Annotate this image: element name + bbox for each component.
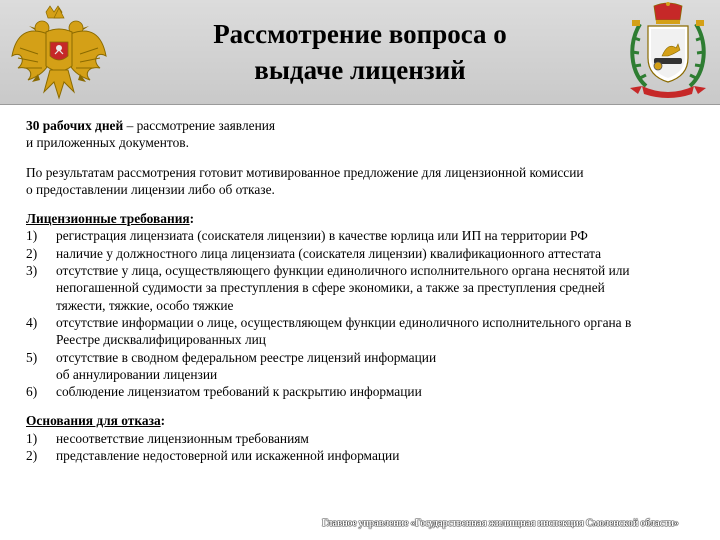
requirements-heading: Лицензионные требования (26, 211, 190, 227)
requirement-item (26, 227, 706, 244)
requirement-item-number: 5) (26, 349, 38, 365)
requirement-item (26, 383, 706, 400)
requirement-item-text: отсутствие в сводном федеральном реестре лицензий информации (56, 349, 437, 365)
page-title (120, 16, 600, 88)
requirements-heading-colon: : (189, 211, 195, 227)
refusal-heading-colon: : (160, 413, 166, 429)
intro-term: 30 рабочих дней (26, 118, 124, 133)
requirement-item-text: об аннулировании лицензии (56, 366, 218, 382)
requirements-list (26, 227, 706, 400)
refusal-item (26, 447, 706, 464)
refusal-heading: Основания для отказа (26, 413, 161, 429)
requirements-heading-line (26, 210, 706, 227)
refusal-item-number: 2) (26, 448, 38, 464)
intro-rest: – рассмотрение заявления (123, 118, 276, 133)
requirement-item (26, 245, 706, 262)
slide-header (0, 0, 720, 105)
requirement-item-text: отсутствие информации о лице, осуществляющем функции единоличного исполнительного органа в (56, 314, 632, 330)
requirement-item (26, 262, 706, 314)
requirement-item-number: 2) (26, 245, 38, 261)
requirement-item-number: 1) (26, 228, 38, 244)
requirement-item-text: наличие у должностного лица лицензиата (соискателя лицензии) квалификационного аттестата (56, 245, 602, 261)
refusal-item-number: 1) (26, 430, 38, 446)
intro-paragraph (26, 117, 706, 152)
requirement-item-number: 4) (26, 314, 38, 330)
smolensk-oblast-coat-of-arms-icon (626, 2, 710, 102)
russia-coat-of-arms-icon (8, 4, 110, 102)
refusal-item-text: представление недостоверной или искаженной информации (56, 448, 400, 464)
refusal-list (26, 430, 706, 465)
requirement-item-text: Реестре дисквалифицированных лиц (56, 332, 266, 348)
refusal-item (26, 430, 706, 447)
requirement-item-number: 3) (26, 263, 38, 279)
page-title-line-1: Рассмотрение вопроса о (213, 19, 507, 49)
footer-organization: Главное управление «Государственная жилищная инспекция Смоленской области» (322, 518, 679, 529)
requirement-item (26, 314, 706, 349)
requirement-item-text: тяжести, тяжкие, особо тяжкие (56, 297, 234, 313)
requirement-item-number: 6) (26, 384, 38, 400)
requirement-item-text: соблюдение лицензиатом требований к раскрытию информации (56, 384, 422, 400)
result-line-1: По результатам рассмотрения готовит мотивированное предложение для лицензионной комиссии (26, 164, 584, 180)
page-title-line-2: выдаче лицензий (254, 55, 466, 85)
result-line-2: о предоставлении лицензии либо об отказе. (26, 181, 275, 197)
requirement-item-text: регистрация лицензиата (соискателя лицензии) в качестве юрлица или ИП на территории РФ (56, 228, 588, 244)
slide-content (26, 117, 706, 464)
intro-line-2: и приложенных документов. (26, 135, 189, 151)
intro-line-1 (26, 117, 706, 134)
refusal-item-text: несоответствие лицензионным требованиям (56, 430, 309, 446)
refusal-heading-line (26, 412, 706, 429)
refusal-section (26, 412, 706, 464)
requirement-item-text: непогашенной судимости за преступления в сфере экономики, а также за преступления средней (56, 280, 605, 296)
requirement-item-text: отсутствие у лица, осуществляющего функции единоличного исполнительного органа неснятой или (56, 263, 630, 279)
result-paragraph (26, 164, 706, 199)
requirement-item (26, 349, 706, 384)
requirements-section (26, 210, 706, 400)
